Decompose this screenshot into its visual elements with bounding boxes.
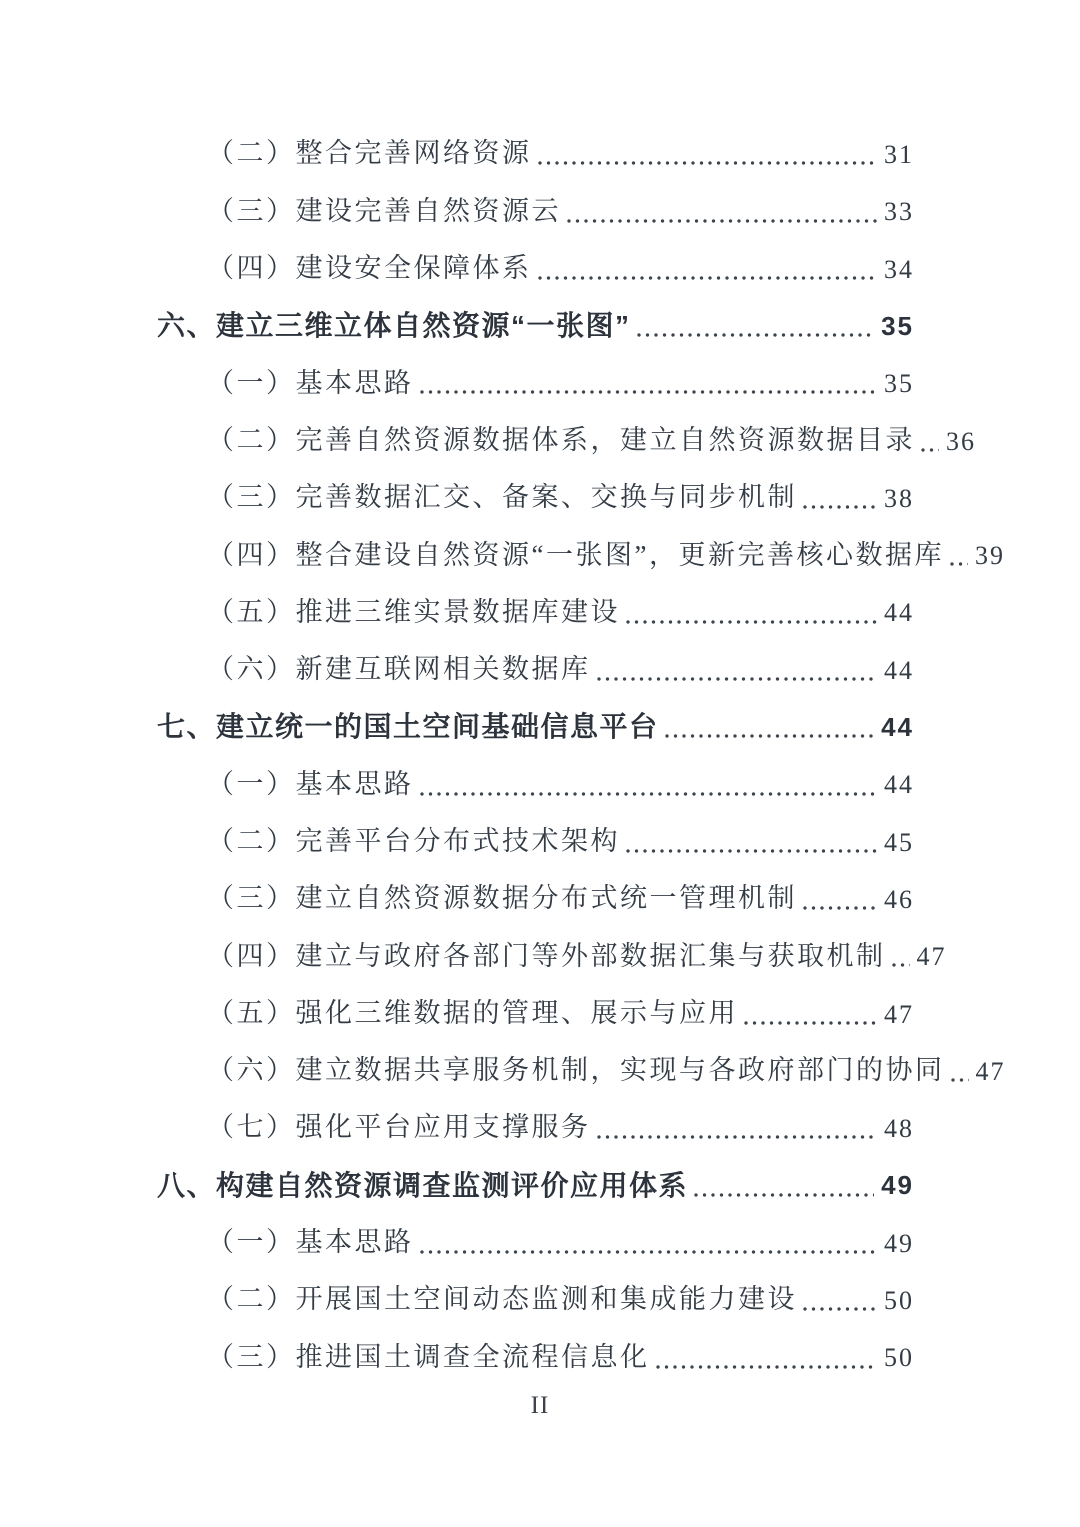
dotted-leader [950, 557, 968, 567]
dotted-leader [597, 672, 878, 682]
toc-entry-page: 39 [974, 541, 1005, 571]
toc-entry-label: （五）推进三维实景数据库建设 [207, 596, 620, 627]
dotted-leader [803, 500, 877, 510]
toc-entry-label: （二）开展国土空间动态监测和集成能力建设 [207, 1284, 797, 1315]
toc-entry-page: 35 [881, 311, 914, 341]
dotted-leader [626, 615, 877, 625]
dotted-leader [597, 1130, 878, 1140]
toc-entry [157, 858, 914, 915]
toc-entry [157, 457, 914, 514]
dotted-leader [744, 1016, 877, 1026]
toc-entry-label: （四）建立与政府各部门等外部数据汇集与获取机制 [207, 940, 886, 971]
toc-entry [157, 743, 914, 800]
toc-entry-label: （六）新建互联网相关数据库 [207, 654, 591, 685]
toc-entry-page: 44 [884, 770, 914, 800]
toc-entry-page: 49 [881, 1170, 914, 1201]
toc-entry [157, 1259, 914, 1316]
toc-chapter-entry [157, 285, 914, 342]
dotted-leader [921, 443, 939, 453]
toc-entry [157, 170, 914, 227]
toc-entry-page: 38 [884, 483, 914, 513]
toc-entry-label: 八、构建自然资源调查监测评价应用体系 [157, 1169, 689, 1201]
toc-entry-label: （一）基本思路 [207, 367, 414, 398]
toc-entry-page: 46 [884, 884, 914, 914]
dotted-leader [951, 1073, 969, 1083]
toc-entry-page: 45 [884, 827, 914, 857]
toc-entry-page: 47 [916, 942, 947, 972]
toc-entry-label: （一）基本思路 [207, 1227, 414, 1258]
toc-entry [157, 514, 1005, 571]
toc-entry-page: 49 [884, 1228, 914, 1258]
toc-entry [157, 1030, 1006, 1087]
toc-entry [157, 972, 914, 1029]
toc-entry-page: 44 [881, 712, 914, 743]
page-number-footer: II [530, 1392, 550, 1419]
toc-entry [157, 342, 914, 399]
toc-entry [157, 629, 914, 686]
toc-entry-page: 48 [884, 1114, 914, 1144]
toc-entry [157, 1316, 914, 1373]
toc-entry-label: （三）建设完善自然资源云 [207, 195, 561, 226]
toc-entry-page: 35 [884, 369, 914, 399]
dotted-leader [626, 844, 877, 854]
toc-entry-label: （三）推进国土调查全流程信息化 [207, 1341, 650, 1372]
toc-entry-label: （一）基本思路 [207, 768, 414, 799]
toc-entry [157, 915, 947, 972]
toc-entry-page: 33 [884, 197, 914, 227]
toc-entry-label: 六、建立三维立体自然资源“一张图” [157, 310, 631, 342]
toc-entry-page: 50 [884, 1286, 914, 1316]
dotted-leader [656, 1360, 878, 1370]
toc-entry-label: （七）强化平台应用支撑服务 [207, 1112, 591, 1143]
toc-entry-page: 50 [884, 1343, 914, 1373]
dotted-leader [665, 729, 875, 739]
toc-entry-page: 31 [884, 140, 914, 170]
toc-entry-label: （六）建立数据共享服务机制，实现与各政府部门的协同 [207, 1055, 945, 1086]
toc-chapter-entry [157, 1144, 914, 1201]
toc-entry-label: （四）建设安全保障体系 [207, 253, 532, 284]
toc-entry-label: （三）建立自然资源数据分布式统一管理机制 [207, 883, 797, 914]
toc-entry [157, 801, 914, 858]
toc-entry-label: 七、建立统一的国土空间基础信息平台 [157, 711, 659, 743]
toc-entry [157, 571, 914, 628]
toc-chapter-entry [157, 686, 914, 743]
toc-entry-page: 44 [884, 655, 914, 685]
toc-entry-label: （二）整合完善网络资源 [207, 138, 532, 169]
toc-entry-page: 44 [884, 598, 914, 628]
toc-entry-page: 47 [884, 999, 914, 1029]
toc-entry-page: 34 [884, 254, 914, 284]
toc-entry [157, 113, 914, 170]
dotted-leader [694, 1188, 874, 1198]
toc-entry-label: （五）强化三维数据的管理、展示与应用 [207, 997, 738, 1028]
toc-entry [157, 228, 914, 285]
dotted-leader [420, 1245, 878, 1255]
toc-entry-label: （二）完善自然资源数据体系，建立自然资源数据目录 [207, 424, 915, 455]
dotted-leader [420, 385, 878, 395]
dotted-leader [637, 328, 875, 338]
dotted-leader [892, 958, 910, 968]
dotted-leader [567, 214, 877, 224]
dotted-leader [538, 271, 878, 281]
toc-entry-page: 47 [975, 1056, 1006, 1086]
toc-entry-label: （三）完善数据汇交、备案、交换与同步机制 [207, 482, 797, 513]
dotted-leader [803, 1302, 877, 1312]
toc-entry-label: （四）整合建设自然资源“一张图”，更新完善核心数据库 [207, 539, 944, 570]
dotted-leader [803, 901, 877, 911]
toc-entry [157, 399, 976, 456]
dotted-leader [538, 156, 878, 166]
toc-entry-page: 36 [946, 426, 976, 456]
toc-entry [157, 1087, 914, 1144]
toc-entry-label: （二）完善平台分布式技术架构 [207, 826, 620, 856]
dotted-leader [420, 787, 878, 797]
toc-entry [157, 1202, 914, 1259]
